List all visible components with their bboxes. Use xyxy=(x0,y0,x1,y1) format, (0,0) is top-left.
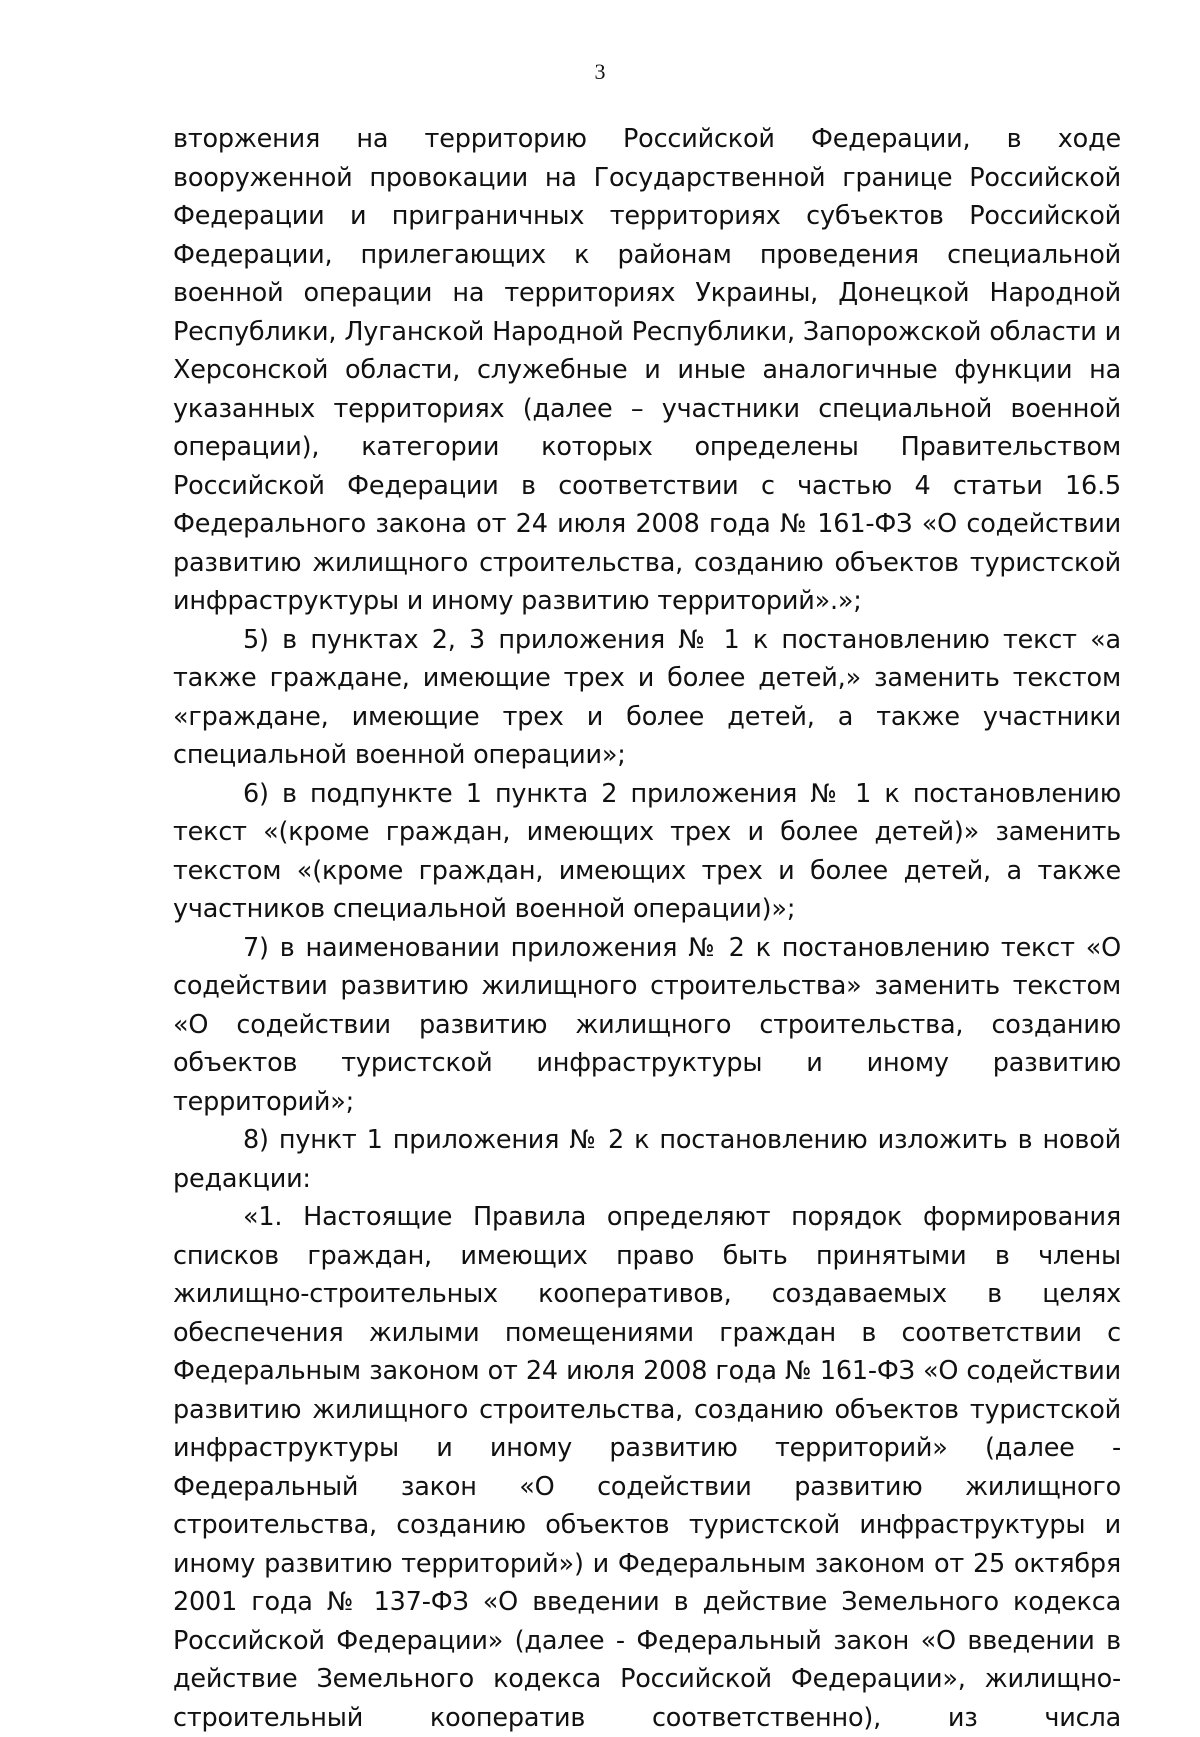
paragraph-item-8: 8) пункт 1 приложения № 2 к постановлению изложить в новой редакции: xyxy=(173,1125,1121,1194)
paragraph-continuation: вторжения на территорию Российской Федерации, в ходе вооруженной провокации на Государственной границе Российской Федерации и приграничных территориях субъектов Российской Федерации, прилегающих к районам проведения специальной военной операции на территориях Украины, Донецкой Народной Республики, Луганской Народной Республики, Запорожской области и Херсонской области, служебные и иные аналогичные функции на указанных территориях (далее – участники специальной военной операции), категории которых определены Правительством Российской Федерации в соответствии с частью 4 статьи 16.5 Федерального закона от 24 июля 2008 года № 161-ФЗ «О содействии развитию жилищного строительства, созданию объектов туристской инфраструктуры и иному развитию территорий».»; xyxy=(173,124,1121,616)
paragraph-item-6: 6) в подпункте 1 пункта 2 приложения № 1 к постановлению текст «(кроме граждан, имеющих трех и более детей)» заменить текстом «(кроме граждан, имеющих трех и более детей, а также участников специальной военной операции)»; xyxy=(173,778,1121,924)
page-number: 3 xyxy=(594,59,606,84)
document-body xyxy=(173,120,1121,1737)
paragraph-rules-1: «1. Настоящие Правила определяют порядок формирования списков граждан, имеющих право быть принятыми в члены жилищно-строительных кооперативов, создаваемых в целях обеспечения жилыми помещениями граждан в соответствии с Федеральным законом от 24 июля 2008 года № 161-ФЗ «О содействии развитию жилищного строительства, созданию объектов туристской инфраструктуры и иному развитию территорий» (далее - Федеральный закон «О содействии развитию жилищного строительства, созданию объектов туристской инфраструктуры и иному развитию территорий») и Федеральным законом от 25 октября 2001 года № 137-ФЗ «О введении в действие Земельного кодекса Российской Федерации» (далее - Федеральный закон «О введении в действие Земельного кодекса Российской Федерации», жилищно-строительный кооператив соответственно), из числа xyxy=(173,1202,1121,1733)
paragraph-item-7: 7) в наименовании приложения № 2 к постановлению текст «О содействии развитию жилищного строительства» заменить текстом «О содействии развитию жилищного строительства, созданию объектов туристской инфраструктуры и иному развитию территорий»; xyxy=(173,932,1121,1117)
paragraph-item-5: 5) в пунктах 2, 3 приложения № 1 к постановлению текст «а также граждане, имеющие трех и более детей,» заменить текстом «граждане, имеющие трех и более детей, а также участники специальной военной операции»; xyxy=(173,624,1121,770)
